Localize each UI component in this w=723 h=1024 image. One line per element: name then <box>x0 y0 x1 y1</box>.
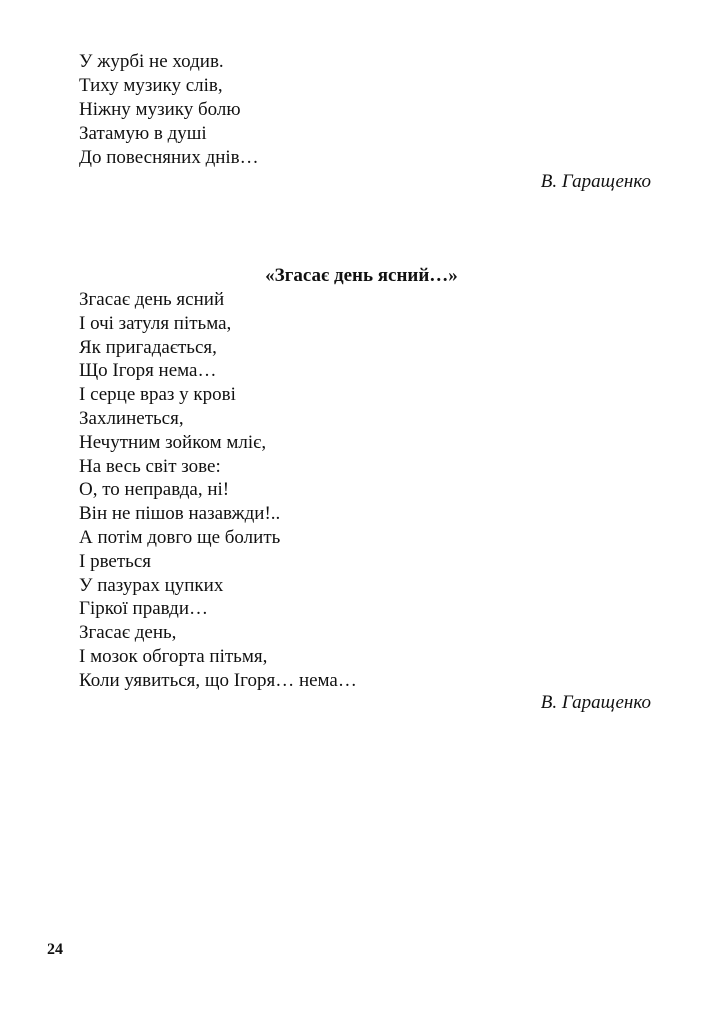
poem-line: Затамую в душі <box>79 123 207 144</box>
poem-line: Згасає день, <box>79 622 177 644</box>
poem-line: На весь світ зове: <box>79 455 221 477</box>
page-number: 24 <box>47 941 63 958</box>
poem-line: А потім довго ще болить <box>79 526 281 548</box>
poem-line: Як пригадається, <box>79 336 217 358</box>
poem-fragment-lines <box>79 50 259 170</box>
poem-line: І серце враз у крові <box>79 384 236 406</box>
poem-line: Гіркої правди… <box>79 598 208 620</box>
poem-line: О, то неправда, ні! <box>79 479 230 501</box>
poem-line: І мозок обгорта пітьмя, <box>79 645 268 667</box>
poem-line: Згасає день ясний <box>79 289 225 310</box>
poem-lines <box>79 288 357 693</box>
poem-line: У пазурах цупких <box>79 574 224 596</box>
poem-line: Захлинеться, <box>79 407 184 429</box>
poem-fragment-author: В. Гаращенко <box>540 171 651 192</box>
poem-title: «Згасає день ясний…» <box>265 265 458 286</box>
poem-line: До повесняних днів… <box>79 147 259 168</box>
poem-line: Що Ігоря нема… <box>79 360 217 382</box>
poem-author: В. Гаращенко <box>540 692 651 713</box>
poem-line: І очі затуля пітьма, <box>79 312 232 334</box>
poem-line: Ніжну музику болю <box>79 99 241 120</box>
poem-line: У журбі не ходив. <box>79 51 224 72</box>
poem-line: Тиху музику слів, <box>79 75 223 96</box>
poem-line: Коли уявиться, що Ігоря… нема… <box>79 669 357 691</box>
poem-line: Нечутним зойком мліє, <box>79 431 267 453</box>
poem-line: Він не пішов назавжди!.. <box>79 503 281 525</box>
poem-line: І рветься <box>79 550 152 572</box>
